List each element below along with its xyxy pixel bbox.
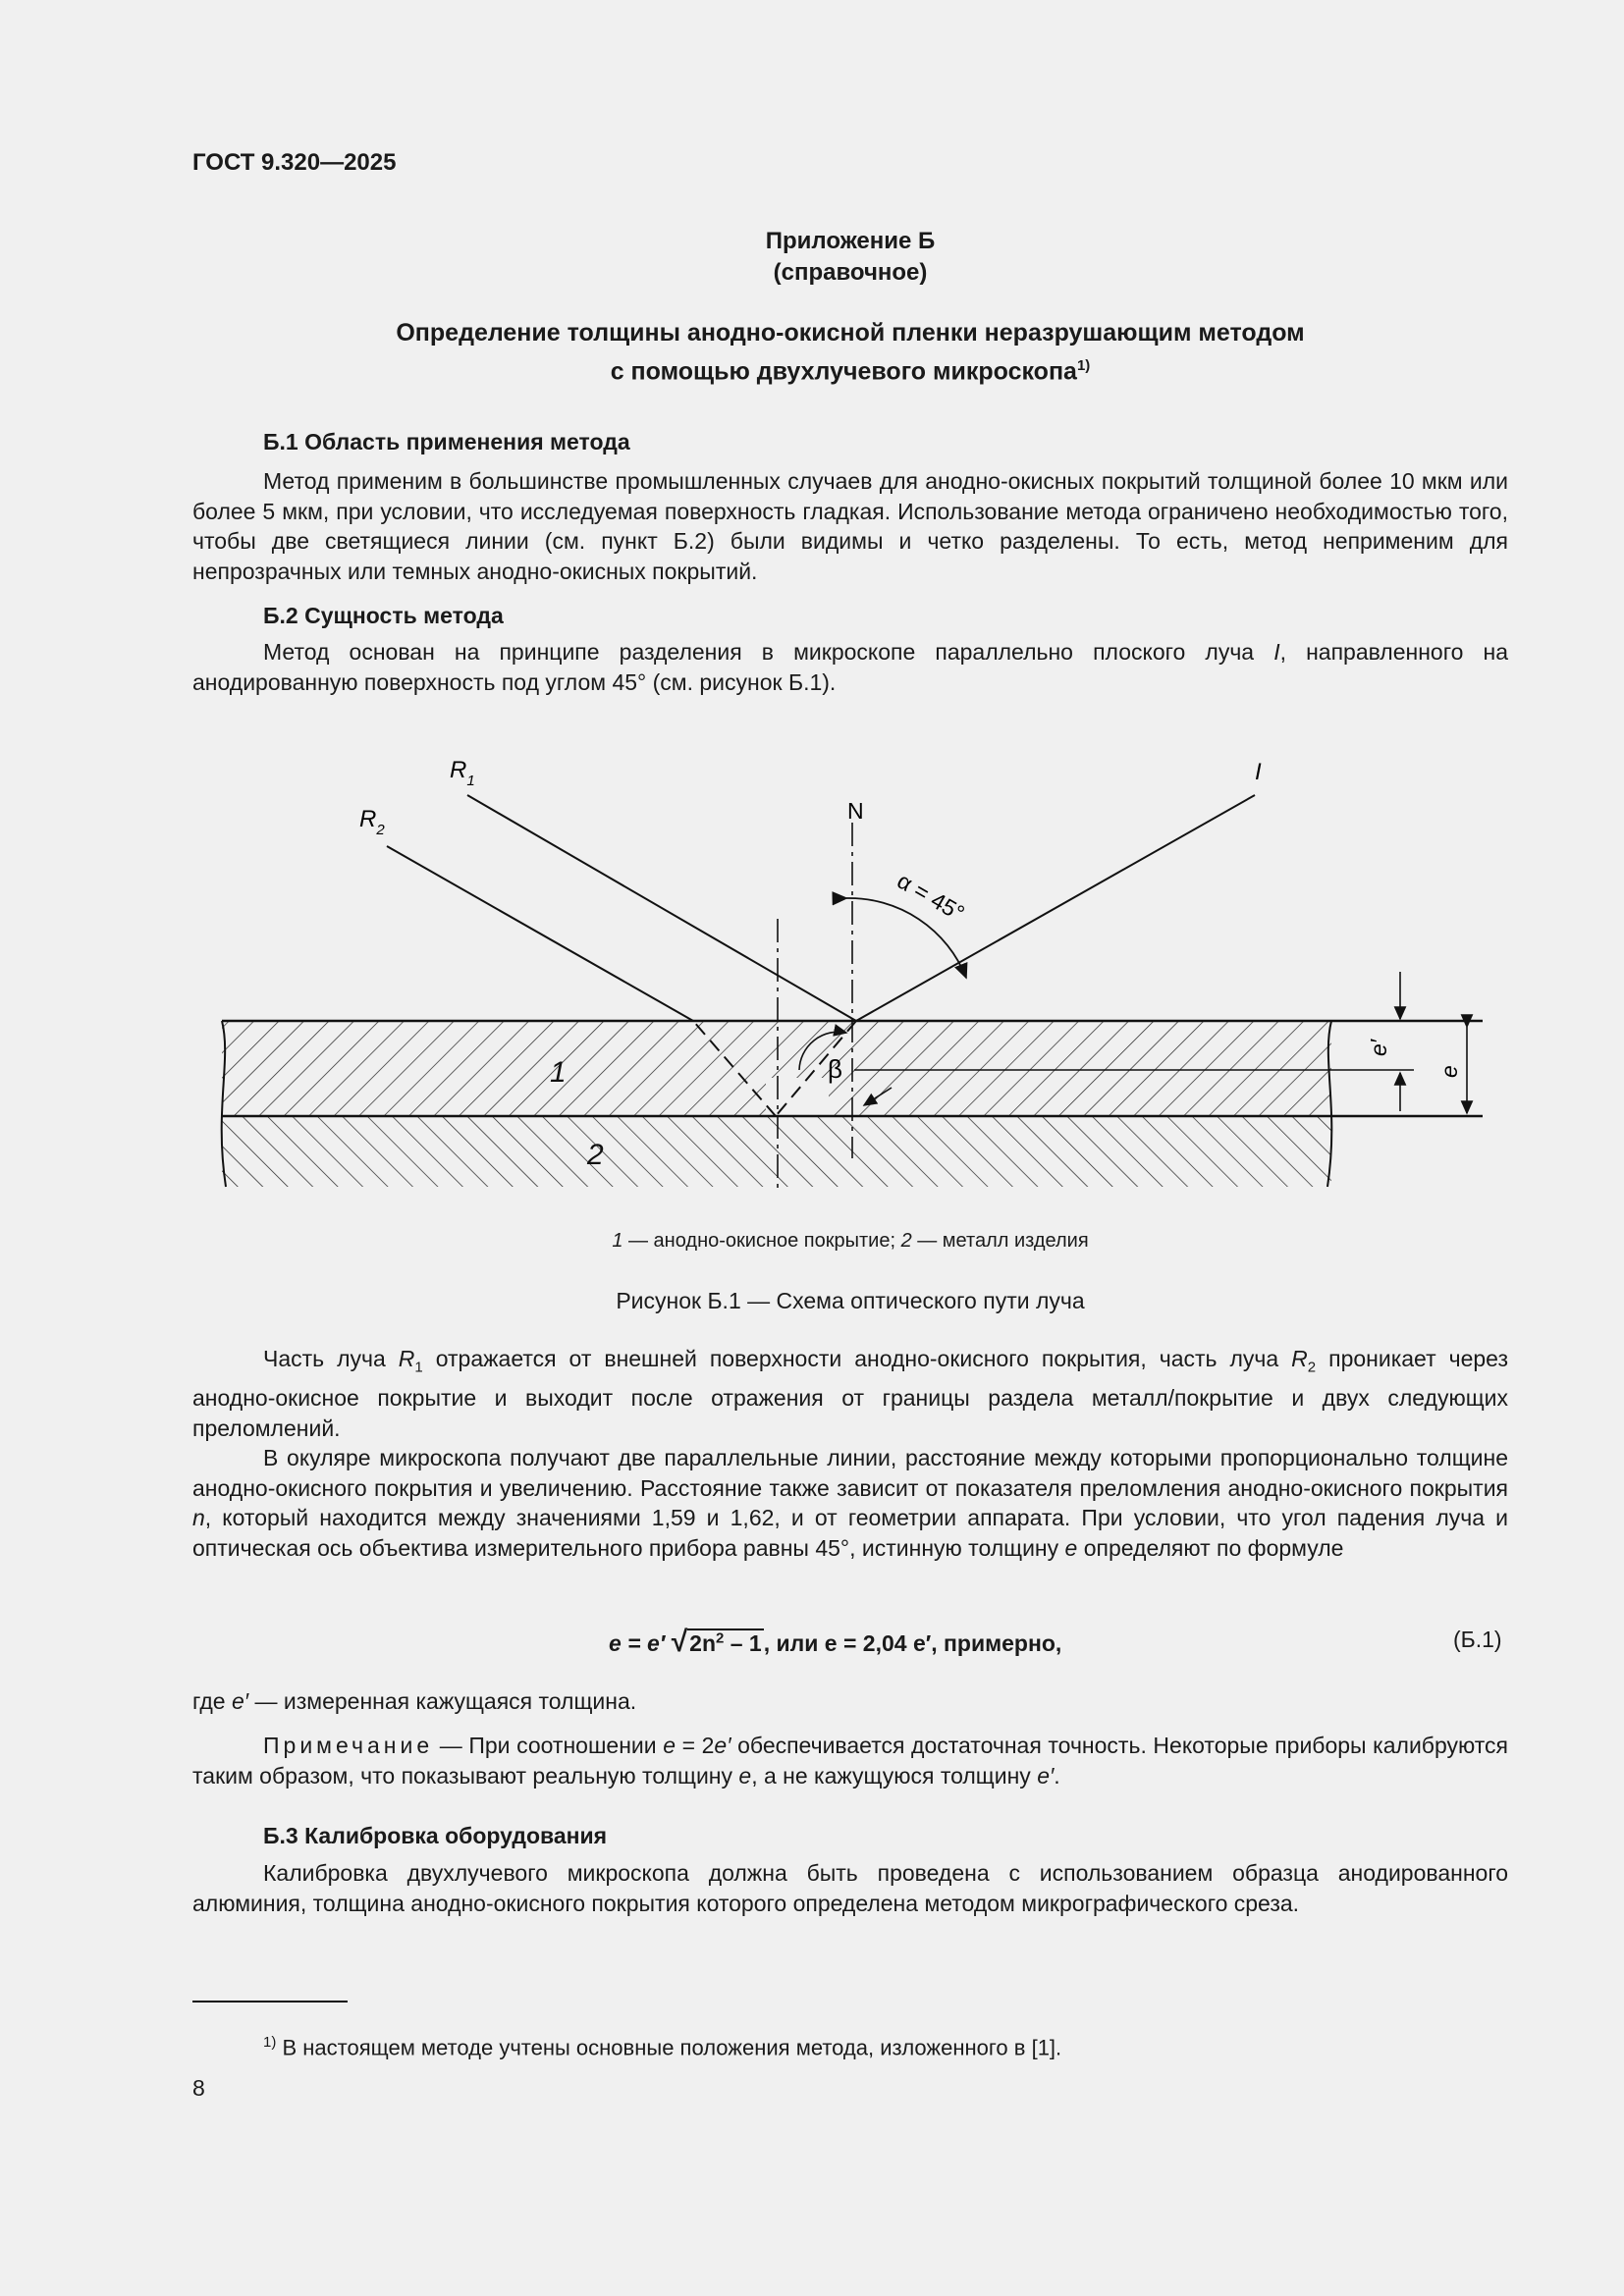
radicand-power: 2 (716, 1629, 725, 1647)
b2-text-b: , направленного на анодированную поверхность под углом 45° (см. рисунок Б.1). (192, 639, 1508, 695)
legend-num-1: 1 (612, 1230, 623, 1252)
title-line-1: Определение толщины анодно-окисной пленки неразрушающим методом (396, 319, 1305, 347)
label-incident: I (1255, 759, 1262, 785)
formula-number: (Б.1) (1453, 1627, 1502, 1652)
paragraph-eyepiece (192, 1443, 1508, 1563)
p2-a: В окуляре микроскопа получают две параллельные линии, расстояние между которыми пропорционально толщине анодно-окисного покрытия и увеличению. Расстояние также зависит от показателя преломления анодно-окисного покрытия (192, 1445, 1508, 1501)
title-line-2-text: с помощью двухлучевого микроскопа (610, 357, 1077, 386)
section-b1-heading: Б.1 Область применения метода (263, 429, 630, 454)
note-f4: e′ (1037, 1762, 1055, 1789)
paragraph-rays (192, 1344, 1508, 1443)
footnote-rule (192, 2001, 348, 2002)
footnote-mark: 1) (263, 2034, 277, 2051)
p2-n: n (192, 1505, 205, 1531)
note-d: , а не кажущуюся толщину (751, 1762, 1038, 1789)
figure-caption: Рисунок Б.1 — Схема оптического пути луча (616, 1288, 1085, 1313)
b2-beam-var: I (1273, 639, 1280, 665)
p1-r1: R (398, 1346, 415, 1371)
incident-beam-I (856, 795, 1255, 1021)
radicand-rest: – 1 (724, 1630, 762, 1656)
formula-lhs: e = e′ (609, 1630, 672, 1656)
title-footnote-mark: 1) (1076, 357, 1091, 374)
beta-label-bg (766, 1078, 829, 1116)
p1-b: отражается от внешней поверхности анодно-окисного покрытия, часть луча (422, 1346, 1292, 1371)
sqrt-sign: √ (671, 1626, 688, 1658)
note-c: обеспечивается достаточная точность. Некоторые приборы калибруются таким образом, что показывают реальную толщину (192, 1733, 1508, 1789)
label-r2: $R_2$ (359, 806, 385, 838)
appendix-type: (справочное) (773, 259, 928, 286)
label-layer-2: 2 (587, 1139, 604, 1171)
label-layer-1: 1 (550, 1056, 567, 1089)
note-a: — При соотношении (433, 1733, 664, 1758)
legend-num-2: 2 (900, 1230, 912, 1252)
where-clause (192, 1686, 1508, 1717)
figure-legend (192, 1230, 1508, 1253)
radicand-base: 2n (689, 1630, 717, 1656)
section-b3-text (192, 1858, 1508, 1918)
b2-text-a: Метод основан на принципе разделения в микроскопе параллельно плоского луча (263, 639, 1274, 665)
label-beta: β (828, 1054, 842, 1084)
note-f3: e (738, 1762, 752, 1789)
note-b: = 2 (675, 1733, 715, 1758)
body-text-2 (192, 1344, 1508, 1563)
label-normal: N (847, 798, 864, 824)
p2-b: , который находится между значениями 1,59 и 1,62, и от геометрии аппарата. При условии, что угол падения луча и оптическая ось объектива измерительного прибора равны 45°, истинную толщину (192, 1505, 1508, 1561)
document-header: ГОСТ 9.320—2025 (192, 149, 397, 176)
section-b3-heading: Б.3 Калибровка оборудования (263, 1823, 608, 1848)
formula-b1 (609, 1626, 1061, 1659)
label-e-prime: e′ (1366, 1039, 1391, 1056)
reflected-beam-R2 (387, 846, 693, 1021)
note-e: . (1054, 1762, 1060, 1789)
label-r1: $R_1$ (450, 757, 475, 789)
p2-e: e (1064, 1534, 1078, 1561)
section-b1-paragraph: Метод применим в большинстве промышленных случаев для анодно-окисных покрытий толщиной более 10 мкм или более 5 мкм, при условии, что исследуемая поверхность гладкая. Использование метода ограничено необходимостью того, чтобы две светящиеся линии (см. пункт Б.2) были видимы и четко разделены. То есть, метод неприменим для непрозрачных или темных анодно-окисных покрытий. (192, 468, 1508, 584)
note-f2: e′ (714, 1733, 731, 1758)
note-label: Примечание (263, 1733, 434, 1758)
legend-text-1: — анодно-окисное покрытие; (623, 1230, 901, 1252)
where-b: — измеренная кажущаяся толщина. (248, 1688, 637, 1714)
footnote (263, 2034, 1061, 2060)
label-alpha: α = 45° (893, 867, 969, 927)
p1-r2-sub: 2 (1307, 1359, 1317, 1376)
where-var: e′ (231, 1688, 249, 1714)
note-paragraph (192, 1731, 1508, 1790)
p1-r1-sub: 1 (414, 1359, 423, 1376)
p1-r2: R (1291, 1346, 1308, 1371)
note-f1: e (663, 1733, 676, 1758)
appendix-label: Приложение Б (765, 228, 936, 254)
metal-layer (222, 1116, 1331, 1187)
formula-rhs: , или e = 2,04 e′, примерно, (763, 1630, 1062, 1656)
reflected-beam-R1 (467, 795, 856, 1021)
legend-text-2: — металл изделия (911, 1230, 1089, 1252)
p1-c: проникает через анодно-окисное покрытие и выходит после отражения от границы раздела металл/покрытие и двух следующих преломлений. (192, 1346, 1508, 1441)
formula-radicand (687, 1629, 764, 1656)
section-b3-paragraph: Калибровка двухлучевого микроскопа должна быть проведена с использованием образца анодированного алюминия, толщина анодно-окисного покрытия которого определена методом микрографического среза. (192, 1860, 1508, 1916)
section-b2-heading: Б.2 Сущность метода (263, 603, 504, 628)
label-e: e (1436, 1065, 1462, 1078)
page-number: 8 (192, 2075, 205, 2101)
p1-a: Часть луча (263, 1346, 399, 1371)
where-a: где (192, 1688, 232, 1714)
p2-c: определяют по формуле (1077, 1534, 1344, 1561)
footnote-text: В настоящем методе учтены основные положения метода, изложенного в [1]. (276, 2035, 1062, 2060)
note (192, 1731, 1508, 1790)
